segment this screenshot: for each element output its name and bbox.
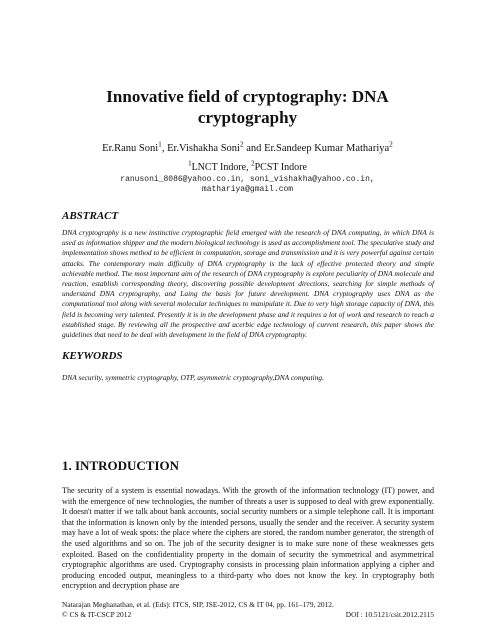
affiliation-2: PCST Indore <box>254 162 307 173</box>
introduction-text: The security of a system is essential nowadays. With the growth of the information technology (IT) power, and with the emergence of new technologies, the number of threats a user is supposed to deal with grew exponentially. It doesn't matter if we talk about bank accounts, social security numbers or a simple telephone call. It is important that the information is known only by the intended persons, usually the sender and the receiver. A security system may have a lot of weak spots: the place where the ciphers are stored, the random number generator, the strength of the used algorithms and so on. The job of the security designer is to make sure none of these weaknesses gets exploited. Based on the confidentiality property in the domain of security the symmetrical and asymmetrical cryptographic algorithms are used. Cryptography consists in processing plain information applying a cipher and producing encoded output, meaningless to a third-party who does not know the key. In cryptography both encryption and decryption phase are <box>62 486 434 591</box>
author-2: Er.Vishakha Soni <box>167 143 240 154</box>
author-1-affiliation-mark: 1 <box>158 139 162 149</box>
author-2-affiliation-mark: 2 <box>239 139 244 149</box>
title-line-2: cryptography <box>197 108 298 127</box>
abstract-heading: ABSTRACT <box>62 210 119 222</box>
affiliations <box>40 159 455 174</box>
author-3-affiliation-mark: 2 <box>389 139 393 149</box>
footer-doi: DOI : 10.5121/csit.2012.2115 <box>345 609 434 619</box>
affiliation-1-mark: 1 <box>188 159 192 168</box>
abstract-text: DNA cryptography is a new instinctive cryptographic field emerged with the research of DNA computing, in which DNA is used as information shipper and the modern biological technology is used as accomplishment tool. The speculative study and implementation shows method to be efficient in computation, storage and transmission and it is very powerful against certain attacks. The contemporary main difficulty of DNA cryptography is the lack of effective protected theory and simple achievable method. The most important aim of the research of DNA cryptography is explore peculiarity of DNA molecule and reaction, establish corresponding theory, discovering possible development directions, searching for simple methods of understand DNA cryptography, and Laing the basis for future development. DNA cryptography uses DNA as the computational tool along with several molecular techniques to manipulate it. Due to very high storage capacity of DNA, this field is becoming very talented. Presently it is in the development phase and it requires a lot of work and research to reach a established stage. By reviewing all the prospective and acerbic edge technology of current research, this paper shows the guidelines that need to be deal with development in the field of DNA cryptography. <box>62 228 434 340</box>
author-emails <box>120 175 375 195</box>
author-list <box>40 139 455 155</box>
keywords-heading: KEYWORDS <box>62 350 123 362</box>
author-separator: and <box>243 143 265 154</box>
footer-citation: Natarajan Meghanathan, et al. (Eds): ITCS, SIP, JSE-2012, CS & IT 04, pp. 161–179, 2012. <box>62 600 334 609</box>
author-1: Er.Ranu Soni <box>102 143 159 154</box>
affiliation-1: LNCT Indore, <box>191 162 252 173</box>
paper-title <box>40 86 455 128</box>
keywords-text: DNA security, symmetric cryptography, OTP, asymmetric cryptography,DNA computing. <box>62 373 324 382</box>
emails-line-1: ranusoni_8086@yahoo.co.in, soni_vishakha@yahoo.co.in, <box>120 175 375 184</box>
author-3: Er.Sandeep Kumar Mathariya <box>264 143 390 154</box>
affiliation-2-mark: 2 <box>251 159 255 168</box>
title-line-1: Innovative field of cryptography: DNA <box>106 87 389 106</box>
footer-copyright: © CS & IT-CSCP 2012 <box>62 609 132 619</box>
page-footer <box>62 600 434 619</box>
introduction-heading: 1. INTRODUCTION <box>62 458 180 473</box>
author-separator: , <box>161 143 168 154</box>
emails-line-2: mathariya@gmail.com <box>201 185 294 194</box>
